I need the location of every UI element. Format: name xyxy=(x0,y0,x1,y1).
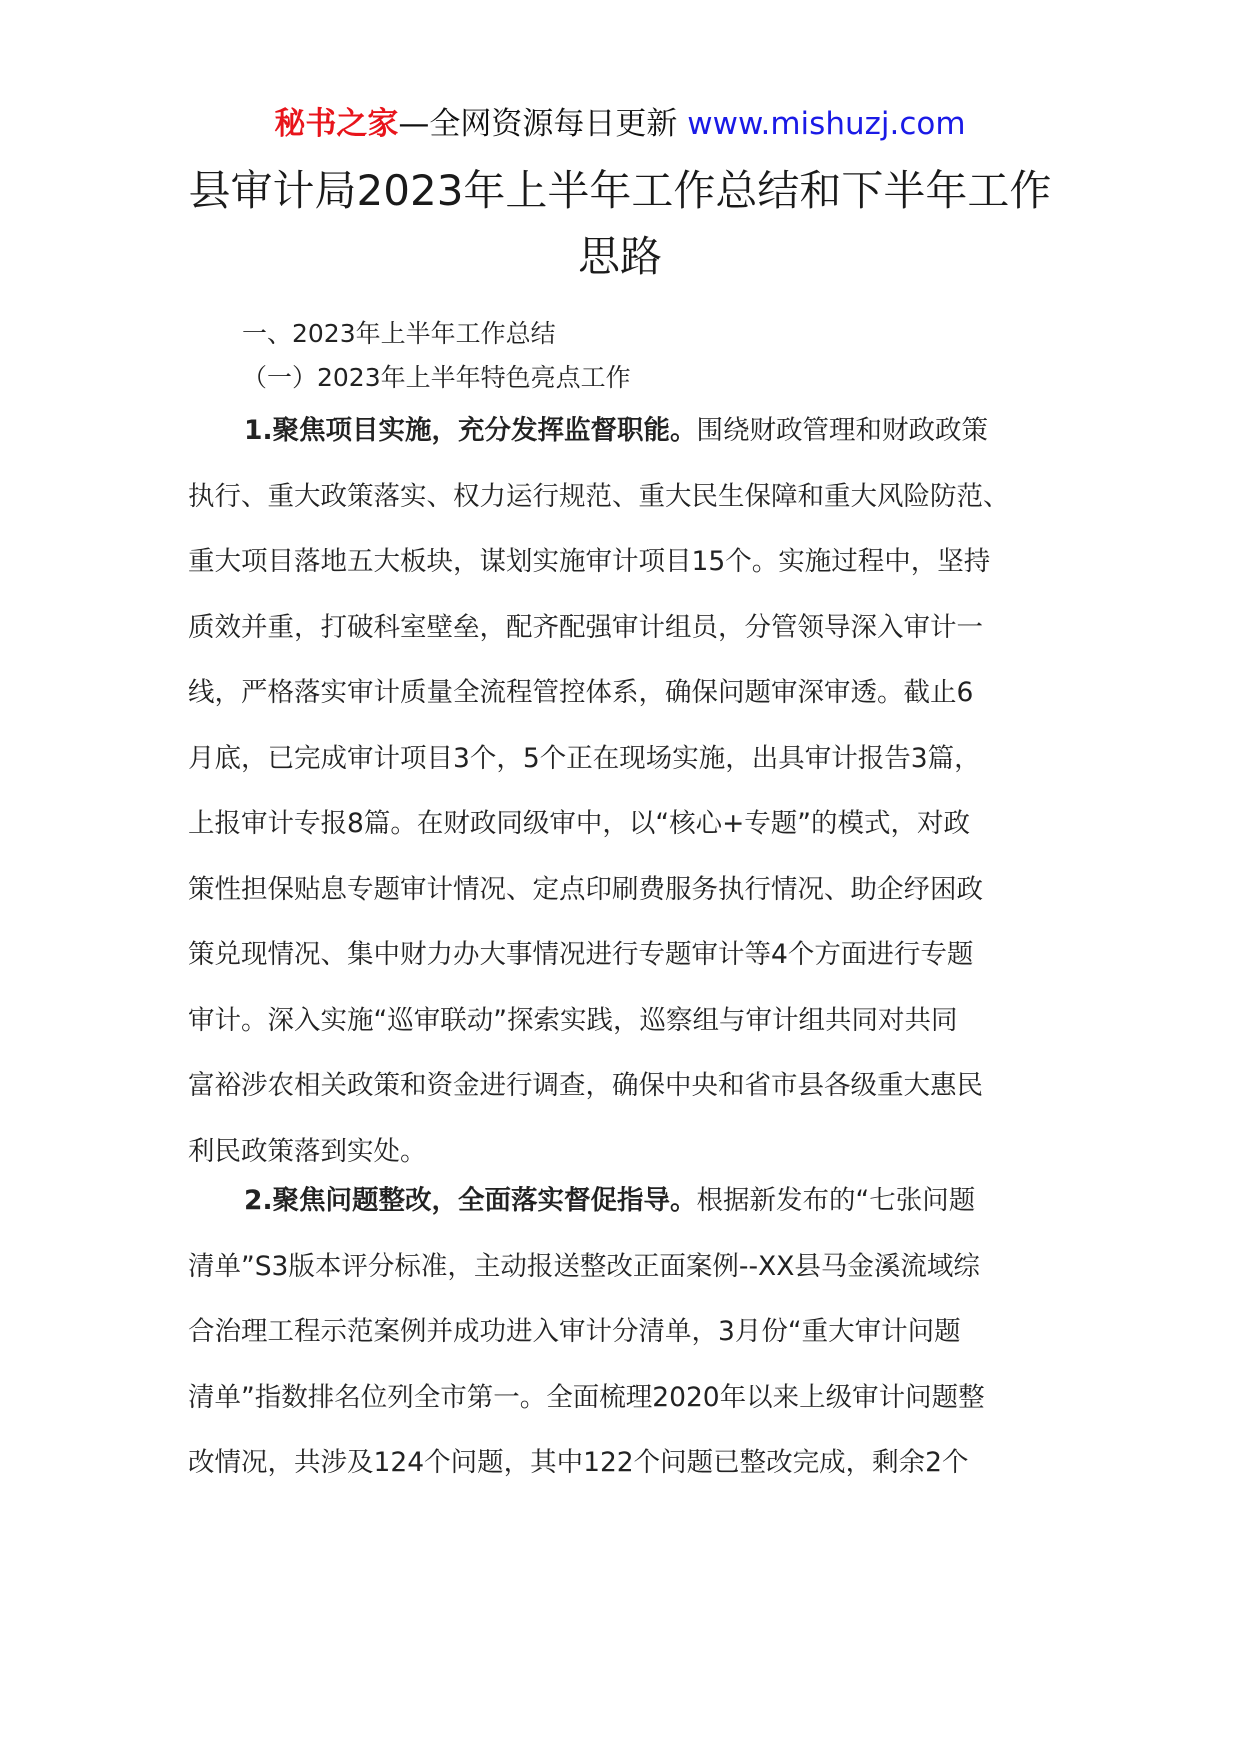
document-title xyxy=(150,158,1090,290)
paragraph-line: 月底，已完成审计项目3个，5个正在现场实施，出具审计报告3篇， xyxy=(188,742,981,774)
paragraph-line: 利民政策落到实处。 xyxy=(188,1135,427,1167)
section-heading-2: （一）2023年上半年特色亮点工作 xyxy=(242,363,631,392)
paragraph-line: 改情况，共涉及124个问题，其中122个问题已整改完成，剩余2个 xyxy=(188,1447,969,1478)
title-line-2: 思路 xyxy=(577,232,662,281)
paragraph-line: 富裕涉农相关政策和资金进行调查，确保中央和省市县各级重大惠民 xyxy=(188,1070,983,1101)
brand-name: 秘书之家 xyxy=(274,106,399,142)
paragraph-lead: 2.聚焦问题整改，全面落实督促指导。 xyxy=(244,1185,697,1216)
paragraph-text: 根据新发布的“七张问题 xyxy=(696,1185,976,1216)
paragraph-1 xyxy=(188,398,1058,1184)
paragraph-line: 执行、重大政策落实、权力运行规范、重大民生保障和重大风险防范、 xyxy=(188,480,1010,512)
paragraph-lead: 1.聚焦项目实施，充分发挥监督职能。 xyxy=(244,415,697,446)
paragraph-line xyxy=(188,398,1058,464)
paragraph-line: 质效并重，打破科室壁垒，配齐配强审计组员，分管领导深入审计一 xyxy=(188,611,983,643)
title-line-1: 县审计局2023年上半年工作总结和下半年工作 xyxy=(188,166,1052,215)
site-header xyxy=(0,102,1240,146)
paragraph-text: 围绕财政管理和财政政策 xyxy=(696,415,989,446)
paragraph-2 xyxy=(188,1168,1058,1496)
site-url-link[interactable]: www.mishuzj.com xyxy=(687,106,966,142)
paragraph-line: 策兑现情况、集中财力办大事情况进行专题审计等4个方面进行专题 xyxy=(188,939,974,970)
paragraph-line: 重大项目落地五大板块，谋划实施审计项目15个。实施过程中，坚持 xyxy=(188,546,991,577)
paragraph-line: 清单”S3版本评分标准，主动报送整改正面案例--XX县马金溪流域综 xyxy=(188,1250,980,1282)
paragraph-line: 审计。深入实施“巡审联动”探索实践，巡察组与审计组共同对共同 xyxy=(188,1004,958,1036)
paragraph-line: 策性担保贴息专题审计情况、定点印刷费服务执行情况、助企纾困政 xyxy=(188,873,983,905)
paragraph-line: 线，严格落实审计质量全流程管控体系，确保问题审深审透。截止6 xyxy=(188,677,974,708)
header-tagline: —全网资源每日更新 xyxy=(398,106,688,142)
section-heading-1: 一、2023年上半年工作总结 xyxy=(242,319,556,348)
paragraph-line: 合治理工程示范案例并成功进入审计分清单，3月份“重大审计问题 xyxy=(188,1316,961,1347)
paragraph-line: 上报审计专报8篇。在财政同级审中，以“核心+专题”的模式，对政 xyxy=(188,808,971,839)
paragraph-line xyxy=(188,1168,1058,1234)
paragraph-line: 清单”指数排名位列全市第一。全面梳理2020年以来上级审计问题整 xyxy=(188,1381,985,1413)
